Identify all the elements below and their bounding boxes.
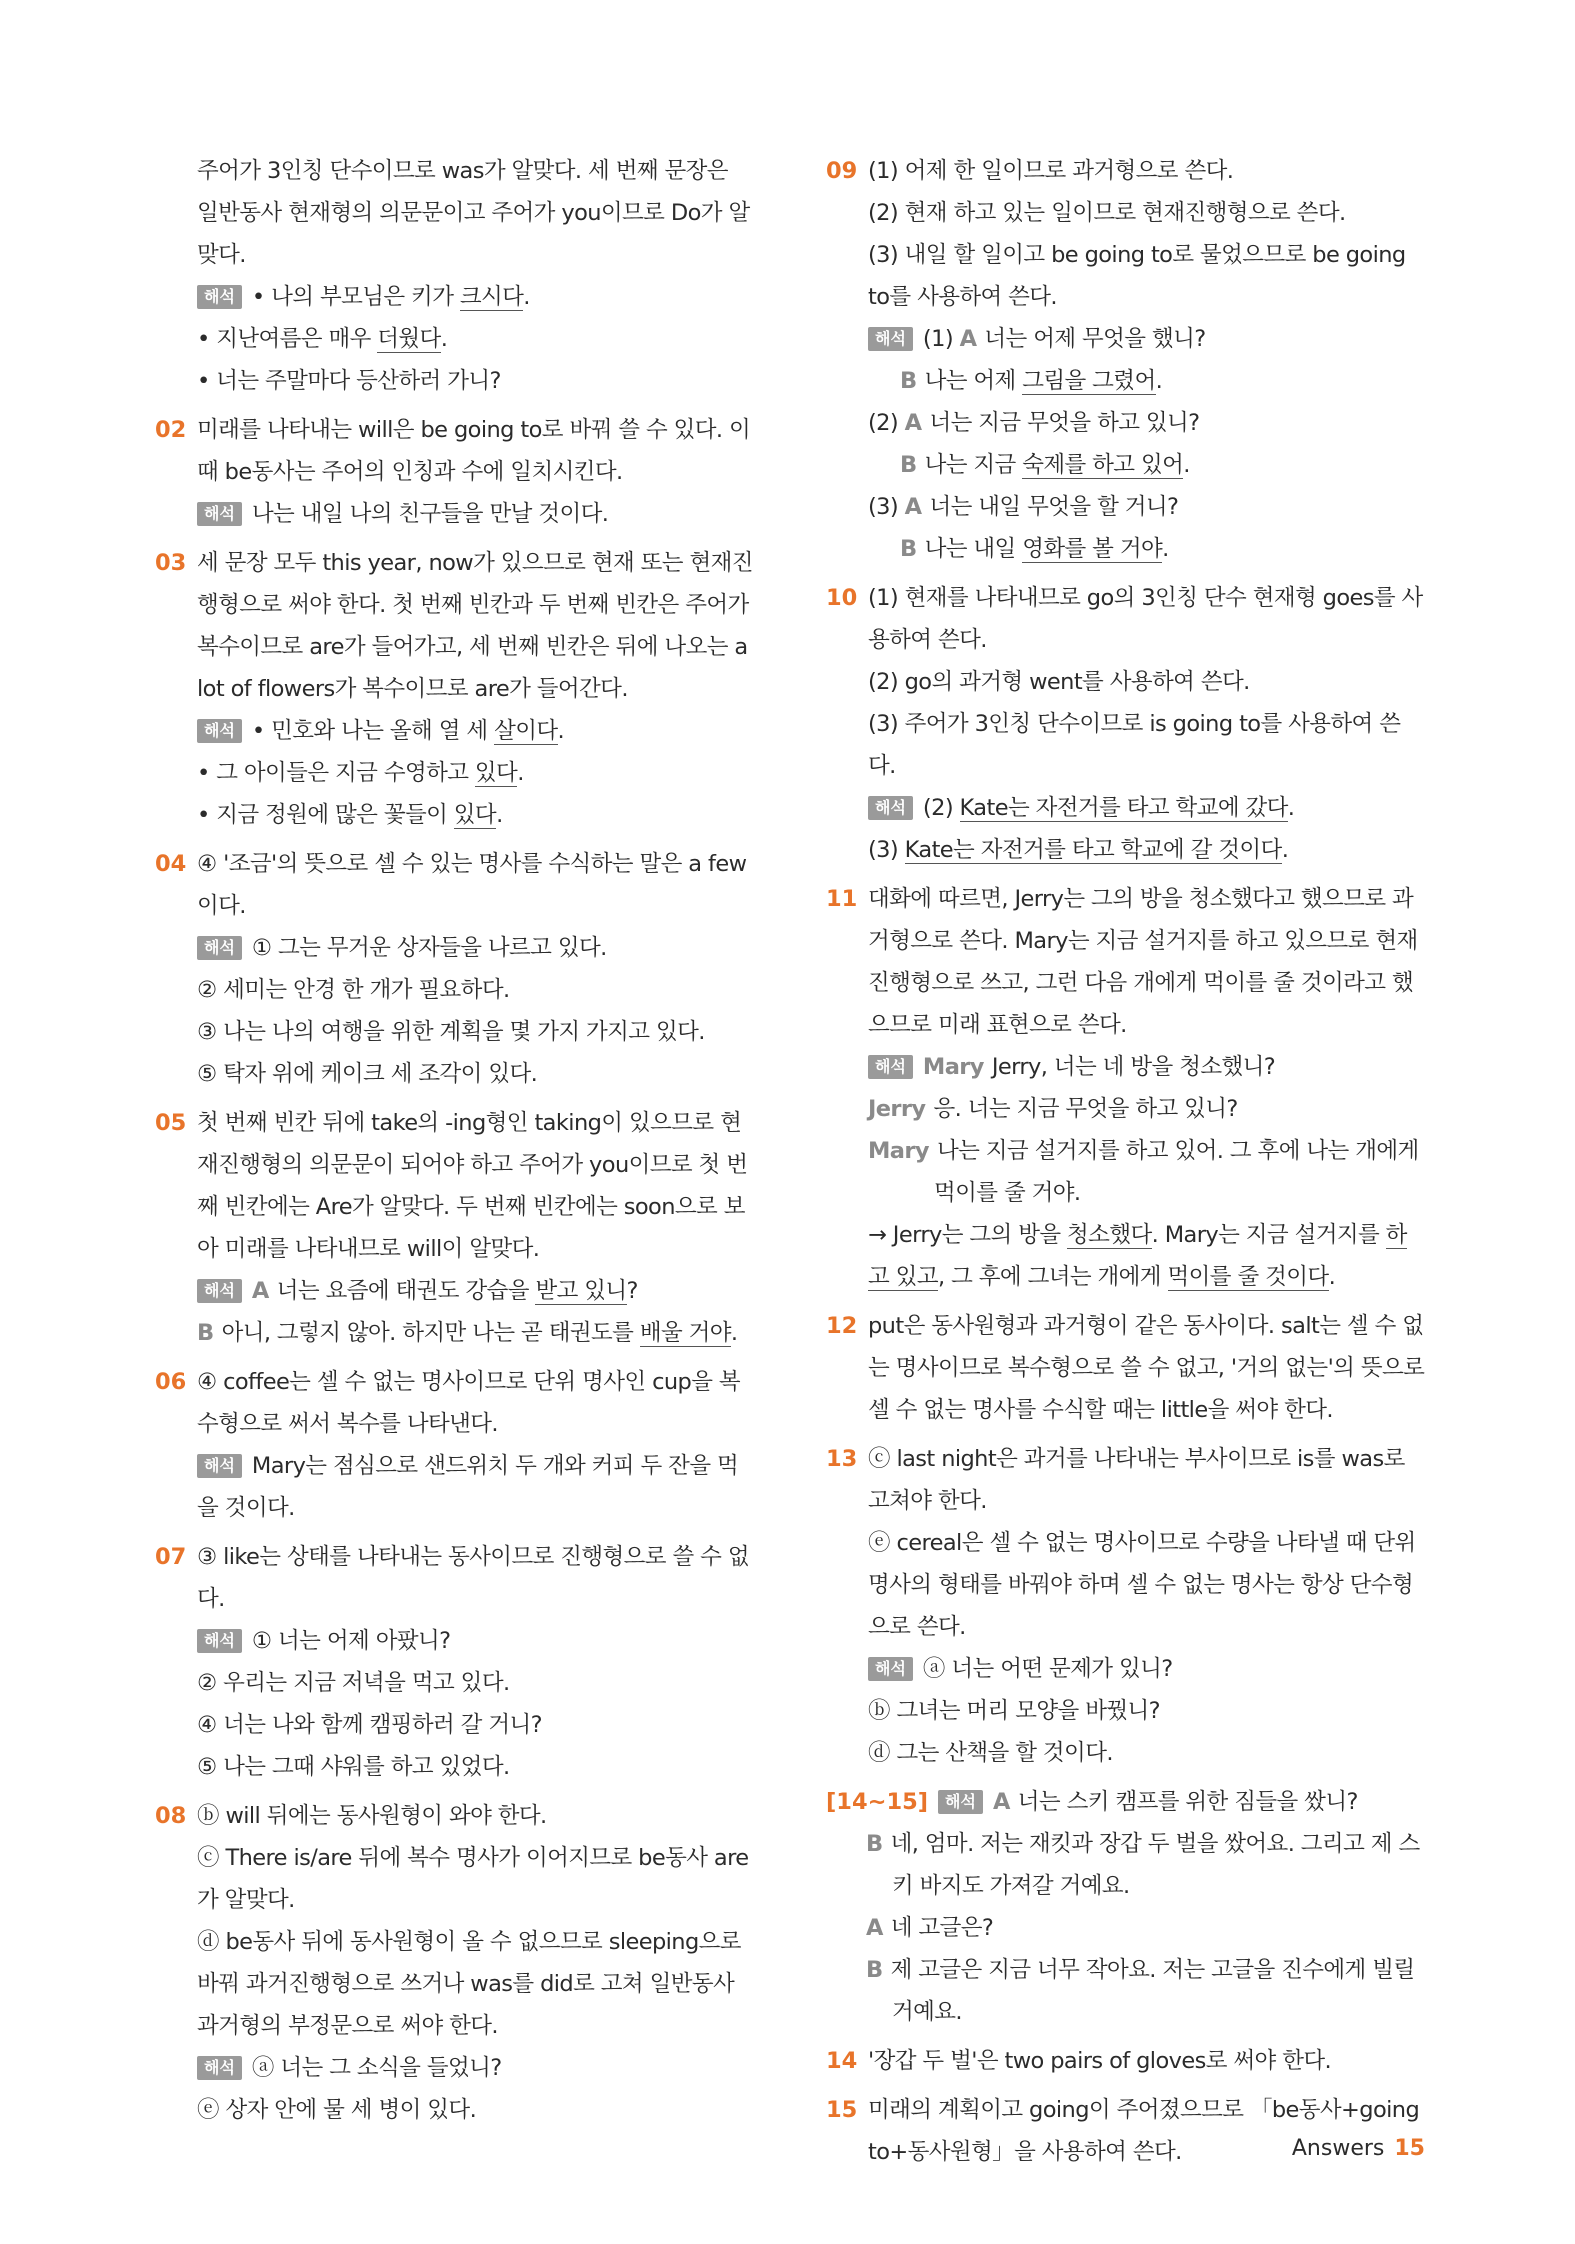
- answer-11: [826, 878, 1426, 1298]
- translation-line: 해석 나는 내일 나의 친구들을 만날 것이다.: [197, 493, 753, 535]
- translation-tag: 해석: [868, 327, 913, 351]
- speaker: Mary: [922, 1054, 984, 1080]
- answer-06: [155, 1361, 753, 1529]
- translation-line: 해석 ① 그는 무거운 상자들을 나르고 있다.: [197, 927, 753, 969]
- explanation: (2) 현재 하고 있는 일이므로 현재진행형으로 쓴다.: [868, 200, 1346, 226]
- answer-13: [826, 1438, 1426, 1774]
- dialog-line: B 아니, 그렇지 않아. 하지만 나는 곧 태권도를 배울 거야.: [197, 1320, 738, 1346]
- dialog-line: B 네, 엄마. 저는 재킷과 장갑 두 벌을 쌌어요. 그리고 제 스키 바지도 가져갈 거예요.: [866, 1831, 1420, 1899]
- dialog-line: B 나는 지금 숙제를 하고 있어.: [900, 452, 1190, 478]
- translation-line: (3) Kate는 자전거를 타고 학교에 갈 것이다.: [868, 837, 1289, 863]
- translation-tag: 해석: [197, 285, 242, 309]
- explanation: (1) 현재를 나타내므로 go의 3인칭 단수 현재형 goes를 사용하여 쓴다.: [868, 585, 1423, 653]
- footer-label: Answers: [1291, 2136, 1385, 2161]
- translation-line: • 지금 정원에 많은 꽃들이 있다.: [197, 802, 503, 828]
- answer-05: [155, 1102, 753, 1354]
- dialog-line: 해석 A 너는 요즘에 태권도 강습을 받고 있니?: [197, 1270, 753, 1312]
- explanation: ③ like는 상태를 나타내는 동사이므로 진행형으로 쓸 수 없다.: [197, 1544, 749, 1612]
- explanation: (1) 어제 한 일이므로 과거형으로 쓴다.: [868, 158, 1234, 184]
- translation-line: • 너는 주말마다 등산하러 가니?: [197, 368, 501, 394]
- answer-09: [826, 150, 1426, 570]
- speaker: B: [900, 452, 917, 478]
- speaker: A: [904, 410, 922, 436]
- dialog-line: [14~15] 해석 A 너는 스키 캠프를 위한 짐들을 쌌니?: [826, 1789, 1358, 1815]
- answer-07: [155, 1536, 753, 1788]
- question-number: 15: [826, 2097, 858, 2123]
- underlined-answer: 더웠다: [377, 326, 441, 352]
- answer-08: [155, 1795, 753, 2131]
- answer-01: [155, 150, 753, 402]
- underlined-answer: 있다: [453, 802, 497, 828]
- translation-tag: 해석: [938, 1790, 983, 1814]
- question-number: 13: [826, 1446, 858, 1472]
- question-number: 07: [155, 1544, 187, 1570]
- speaker: B: [900, 368, 917, 394]
- translation-tag: 해석: [868, 796, 913, 820]
- explanation: 미래를 나타내는 will은 be going to로 바꿔 쓸 수 있다. 이때 be동사는 주어의 인칭과 수에 일치시킨다.: [197, 417, 751, 485]
- translation-line: ② 우리는 지금 저녁을 먹고 있다.: [197, 1670, 510, 1696]
- translation-tag: 해석: [197, 1454, 242, 1478]
- explanation: (2) go의 과거형 went를 사용하여 쓴다.: [868, 669, 1250, 695]
- speaker: B: [197, 1320, 214, 1346]
- speaker: B: [900, 536, 917, 562]
- question-number: 02: [155, 417, 187, 443]
- speaker: A: [866, 1915, 883, 1941]
- underlined-answer: 살이다: [494, 718, 558, 744]
- right-column: [826, 150, 1426, 2180]
- translation-tag: 해석: [197, 719, 242, 743]
- question-number: 14: [826, 2048, 858, 2074]
- translation-line: ⓔ 상자 안에 물 세 병이 있다.: [197, 2097, 477, 2123]
- translation-tag: 해석: [868, 1657, 913, 1681]
- question-number: 06: [155, 1369, 187, 1395]
- speaker: A: [904, 494, 922, 520]
- explanation: ⓔ cereal은 셀 수 없는 명사이므로 수량을 나타낼 때 단위 명사의 형태를 바꿔야 하며 셀 수 없는 명사는 항상 단수형으로 쓴다.: [868, 1530, 1416, 1640]
- translation-line: 해석 • 민호와 나는 올해 열 세 살이다.: [197, 710, 753, 752]
- summary-line: → Jerry는 그의 방을 청소했다. Mary는 지금 설거지를 하고 있고, 그 후에 그녀는 개에게 먹이를 줄 것이다.: [868, 1222, 1407, 1290]
- dialog-line: B 제 고글은 지금 너무 작아요. 저는 고글을 진수에게 빌릴 거예요.: [866, 1957, 1415, 2025]
- dialog-line: 해석 (1) A 너는 어제 무엇을 했니?: [868, 318, 1426, 360]
- dialog-line: (2) A 너는 지금 무엇을 하고 있니?: [868, 410, 1200, 436]
- dialog-line: B 나는 내일 영화를 볼 거야.: [900, 536, 1169, 562]
- speaker: A: [959, 326, 977, 352]
- underlined-answer: 그림을 그렸어: [1022, 368, 1156, 394]
- underlined-answer: 먹이를 줄 것이다: [1167, 1264, 1329, 1290]
- translation-line: ③ 나는 나의 여행을 위한 계획을 몇 가지 가지고 있다.: [197, 1019, 705, 1045]
- explanation: 미래의 계획이고 going이 주어졌으므로 「be동사+going to+동사원형」을 사용하여 쓴다.: [868, 2097, 1420, 2165]
- question-number: 05: [155, 1110, 187, 1136]
- page-footer: [1292, 2136, 1425, 2161]
- explanation: ⓒ last night은 과거를 나타내는 부사이므로 is를 was로 고쳐야 한다.: [868, 1446, 1405, 1514]
- translation-line: ② 세미는 안경 한 개가 필요하다.: [197, 977, 510, 1003]
- explanation: ⓒ There is/are 뒤에 복수 명사가 이어지므로 be동사 are가 알맞다.: [197, 1845, 749, 1913]
- underlined-answer: 받고 있니: [535, 1278, 627, 1304]
- dialog-line: B 나는 어제 그림을 그렸어.: [900, 368, 1163, 394]
- dialog-line: Jerry 응. 너는 지금 무엇을 하고 있니?: [868, 1096, 1238, 1122]
- explanation: ⓑ will 뒤에는 동사원형이 와야 한다.: [197, 1803, 547, 1829]
- explanation: 세 문장 모두 this year, now가 있으므로 현재 또는 현재진행형으로 써야 한다. 첫 번째 빈칸과 두 번째 빈칸은 주어가 복수이므로 are가 들어가고, 세 번째 빈칸은 뒤에 나오는 a lot of flowers가 복수이므로 are가 들어간다.: [197, 550, 753, 702]
- answer-03: [155, 542, 753, 836]
- answer-14-15-dialog: [826, 1781, 1426, 2033]
- dialog-line: Mary 나는 지금 설거지를 하고 있어. 그 후에 나는 개에게 먹이를 줄 거야.: [868, 1130, 1426, 1214]
- underlined-answer: 영화를 볼 거야: [1022, 536, 1163, 562]
- question-number: 10: [826, 585, 858, 611]
- underlined-answer: 배울 거야: [639, 1320, 731, 1346]
- dialog-line: A 네 고글은?: [866, 1915, 994, 1941]
- answer-12: [826, 1305, 1426, 1431]
- speaker: Mary: [868, 1138, 929, 1164]
- translation-tag: 해석: [197, 502, 242, 526]
- translation-line: ⑤ 나는 그때 샤워를 하고 있었다.: [197, 1754, 510, 1780]
- explanation: ④ '조금'의 뜻으로 셀 수 있는 명사를 수식하는 말은 a few이다.: [197, 851, 747, 919]
- translation-tag: 해석: [868, 1055, 913, 1079]
- translation-tag: 해석: [197, 2056, 242, 2080]
- question-number: 11: [826, 886, 858, 912]
- speaker: A: [992, 1789, 1010, 1815]
- underlined-answer: 크시다: [459, 284, 524, 310]
- translation-line: 해석 Mary는 점심으로 샌드위치 두 개와 커피 두 잔을 먹을 것이다.: [197, 1453, 739, 1521]
- translation-line: 해석 ⓐ 너는 어떤 문제가 있니?: [868, 1648, 1426, 1690]
- explanation: ⓓ be동사 뒤에 동사원형이 올 수 없으므로 sleeping으로 바꿔 과거진행형으로 쓰거나 was를 did로 고쳐 일반동사 과거형의 부정문으로 써야 한다.: [197, 1929, 741, 2039]
- translation-line: • 그 아이들은 지금 수영하고 있다.: [197, 760, 524, 786]
- underlined-answer: 숙제를 하고 있어: [1022, 452, 1184, 478]
- page-number: 15: [1394, 2136, 1425, 2161]
- explanation: 첫 번째 빈칸 뒤에 take의 -ing형인 taking이 있으므로 현재진행형의 의문문이 되어야 하고 주어가 you이므로 첫 번째 빈칸에는 Are가 알맞다. 두 번째 빈칸에는 soon으로 보아 미래를 나타내므로 will이 알맞다.: [197, 1110, 748, 1262]
- explanation: 대화에 따르면, Jerry는 그의 방을 청소했다고 했으므로 과거형으로 쓴다. Mary는 지금 설거지를 하고 있으므로 현재진행형으로 쓰고, 그런 다음 개에게 먹이를 줄 것이라고 했으므로 미래 표현으로 쓴다.: [868, 886, 1418, 1038]
- translation-line: ⓑ 그녀는 머리 모양을 바꿨니?: [868, 1698, 1160, 1724]
- answer-02: [155, 409, 753, 535]
- speaker: A: [251, 1278, 269, 1304]
- explanation: '장갑 두 벌'은 two pairs of gloves로 써야 한다.: [868, 2048, 1332, 2074]
- explanation: 주어가 3인칭 단수이므로 was가 알맞다. 세 번째 문장은 일반동사 현재형의 의문문이고 주어가 you이므로 Do가 알맞다.: [197, 158, 750, 268]
- explanation: (3) 내일 할 일이고 be going to로 물었으므로 be going to를 사용하여 쓴다.: [868, 242, 1406, 310]
- dialog-line: 해석 Mary Jerry, 너는 네 방을 청소했니?: [868, 1046, 1426, 1088]
- question-number: 09: [826, 158, 858, 184]
- underlined-answer: Kate는 자전거를 타고 학교에 갔다: [959, 795, 1288, 821]
- answer-10: [826, 577, 1426, 871]
- question-number: 08: [155, 1803, 187, 1829]
- left-column: [155, 150, 753, 2138]
- translation-line: ⓓ 그는 산책을 할 것이다.: [868, 1740, 1113, 1766]
- translation-tag: 해석: [197, 1629, 242, 1653]
- translation-line: • 지난여름은 매우 더웠다.: [197, 326, 448, 352]
- explanation: put은 동사원형과 과거형이 같은 동사이다. salt는 셀 수 없는 명사이므로 복수형으로 쓸 수 없고, '거의 없는'의 뜻으로 셀 수 없는 명사를 수식할 때는 little을 써야 한다.: [868, 1313, 1425, 1423]
- translation-line: 해석 ⓐ 너는 그 소식을 들었니?: [197, 2047, 753, 2089]
- underlined-answer: 하고 있고: [868, 1222, 1407, 1290]
- translation-line: 해석 • 나의 부모님은 키가 크시다.: [197, 276, 753, 318]
- speaker: B: [866, 1831, 883, 1857]
- speaker: Jerry: [868, 1096, 926, 1122]
- question-number: 03: [155, 550, 187, 576]
- translation-line: 해석 ① 너는 어제 아팠니?: [197, 1620, 753, 1662]
- translation-line: ⑤ 탁자 위에 케이크 세 조각이 있다.: [197, 1061, 538, 1087]
- underlined-answer: Kate는 자전거를 타고 학교에 갈 것이다: [904, 837, 1282, 863]
- translation-tag: 해석: [197, 936, 242, 960]
- question-number: 04: [155, 851, 187, 877]
- answer-14: [826, 2040, 1426, 2082]
- explanation: ④ coffee는 셀 수 없는 명사이므로 단위 명사인 cup을 복수형으로 써서 복수를 나타낸다.: [197, 1369, 741, 1437]
- underlined-answer: 있다: [474, 760, 518, 786]
- question-number: 12: [826, 1313, 858, 1339]
- question-number: [14~15]: [826, 1789, 929, 1815]
- translation-line: 해석 (2) Kate는 자전거를 타고 학교에 갔다.: [868, 787, 1426, 829]
- translation-tag: 해석: [197, 1279, 242, 1303]
- underlined-answer: 청소했다: [1067, 1222, 1152, 1248]
- dialog-line: (3) A 너는 내일 무엇을 할 거니?: [868, 494, 1179, 520]
- speaker: B: [866, 1957, 883, 1983]
- translation-line: ④ 너는 나와 함께 캠핑하러 갈 거니?: [197, 1712, 542, 1738]
- explanation: (3) 주어가 3인칭 단수이므로 is going to를 사용하여 쓴다.: [868, 711, 1401, 779]
- answer-04: [155, 843, 753, 1095]
